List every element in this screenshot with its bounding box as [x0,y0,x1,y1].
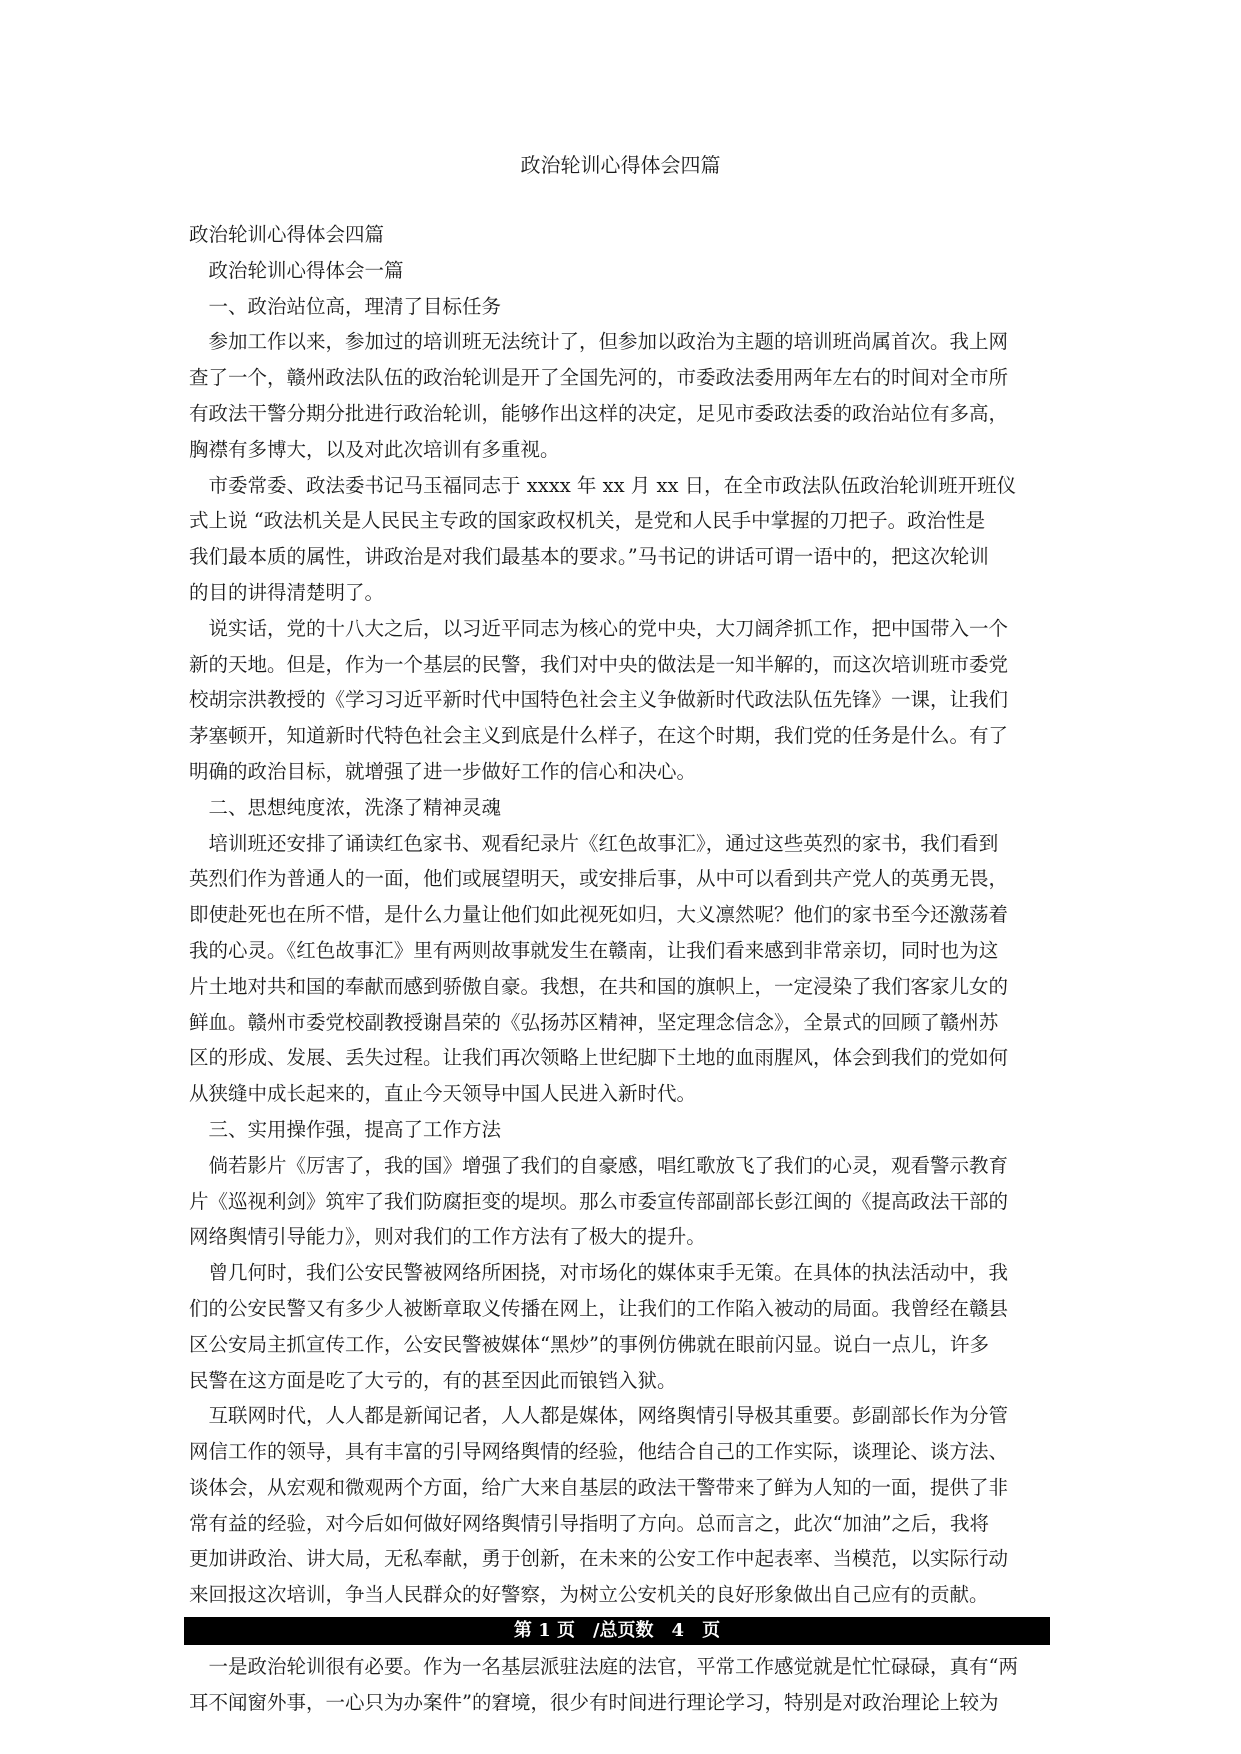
text-line: 说实话，党的十八大之后，以习近平同志为核心的党中央，大刀阔斧抓工作，把中国带入一个 [189,616,1009,640]
text-line: 新的天地。但是，作为一个基层的民警，我们对中央的做法是一知半解的，而这次培训班市委党 [189,652,1009,676]
text-line: 校胡宗洪教授的《学习习近平新时代中国特色社会主义争做新时代政法队伍先锋》一课，让我们 [189,688,1009,712]
text-line: 们的公安民警又有多少人被断章取义传播在网上，让我们的工作陷入被动的局面。我曾经在赣县 [189,1296,1009,1320]
text-line: 二、思想纯度浓，洗涤了精神灵魂 [189,795,502,819]
text-line: 查了一个，赣州政法队伍的政治轮训是开了全国先河的，市委政法委用两年左右的时间对全市所 [189,366,1009,390]
text-line: 片土地对共和国的奉献而感到骄傲自豪。我想，在共和国的旗帜上，一定浸染了我们客家儿女的 [189,974,1009,998]
text-line: 区公安局主抓宣传工作，公安民警被媒体“黑炒”的事例仿佛就在眼前闪显。说白一点儿，许多 [189,1332,989,1356]
text-line: 互联网时代，人人都是新闻记者，人人都是媒体，网络舆情引导极其重要。彭副部长作为分管 [189,1404,1009,1428]
page-footer [184,1617,1050,1645]
text-line: 政治轮训心得体会一篇 [189,258,404,282]
text-line: 政治轮训心得体会四篇 [189,223,385,246]
text-line: 区的形成、发展、丢失过程。让我们再次领略上世纪脚下土地的血雨腥风，体会到我们的党如何 [189,1046,1009,1070]
text-line: 更加讲政治、讲大局，无私奉献，勇于创新，在未来的公安工作中起表率、当模范，以实际行动 [189,1547,1009,1571]
text-line: 我们最本质的属性，讲政治是对我们最基本的要求。”马书记的讲话可谓一语中的，把这次轮训 [189,545,989,569]
page-number-label: 第 1 页 /总页数 4 页 [513,1620,721,1641]
text-line: 三、实用操作强，提高了工作方法 [189,1117,502,1141]
text-line: 片《巡视利剑》筑牢了我们防腐拒变的堤坝。那么市委宣传部副部长彭江闽的《提高政法干部的 [189,1189,1009,1213]
text-line: 培训班还安排了诵读红色家书、观看纪录片《红色故事汇》，通过这些英烈的家书，我们看到 [189,831,999,855]
text-line: 的目的讲得清楚明了。 [189,580,385,604]
text-line: 网信工作的领导，具有丰富的引导网络舆情的经验，他结合自己的工作实际，谈理论、谈方法、 [189,1440,1009,1464]
text-line: 耳不闻窗外事，一心只为办案件”的窘境，很少有时间进行理论学习，特别是对政治理论上较为 [189,1690,999,1714]
text-line: 一是政治轮训很有必要。作为一名基层派驻法庭的法官，平常工作感觉就是忙忙碌碌，真有“两 [189,1654,1018,1678]
text-line: 有政法干警分期分批进行政治轮训，能够作出这样的决定，足见市委政法委的政治站位有多高， [189,401,1009,425]
text-line: 民警在这方面是吃了大亏的，有的甚至因此而锒铛入狱。 [189,1368,677,1392]
text-line: 即使赴死也在所不惜，是什么力量让他们如此视死如归，大义凛然呢？他们的家书至今还激荡着 [189,903,1009,927]
text-line: 式上说 “政法机关是人民民主专政的国家政权机关，是党和人民手中掌握的刀把子。政治性是 [189,509,986,533]
text-line: 茅塞顿开，知道新时代特色社会主义到底是什么样子，在这个时期，我们党的任务是什么。有了 [189,724,1009,748]
document-title: 政治轮训心得体会四篇 [520,153,721,177]
text-line: 来回报这次培训，争当人民群众的好警察，为树立公安机关的良好形象做出自己应有的贡献。 [189,1583,989,1607]
text-line: 市委常委、政法委书记马玉福同志于 xxxx 年 xx 月 xx 日，在全市政法队伍政治轮训班开班仪 [189,473,1017,497]
text-line: 谈体会，从宏观和微观两个方面，给广大来自基层的政法干警带来了鲜为人知的一面，提供了非 [189,1475,1009,1499]
text-line: 倘若影片《厉害了，我的国》增强了我们的自豪感，唱红歌放飞了我们的心灵，观看警示教育 [189,1153,1009,1177]
text-line: 参加工作以来，参加过的培训班无法统计了，但参加以政治为主题的培训班尚属首次。我上网 [189,330,1009,354]
document-body [189,217,1051,1720]
text-line: 从狭缝中成长起来的，直止今天领导中国人民进入新时代。 [189,1082,697,1106]
text-line: 常有益的经验，对今后如何做好网络舆情引导指明了方向。总而言之，此次“加油”之后，我将 [189,1511,989,1535]
text-line: 网络舆情引导能力》，则对我们的工作方法有了极大的提升。 [189,1225,706,1249]
text-line: 鲜血。赣州市委党校副教授谢昌荣的《弘扬苏区精神，坚定理念信念》，全景式的回顾了赣州苏 [189,1010,999,1034]
text-line: 胸襟有多博大，以及对此次培训有多重视。 [189,437,560,461]
text-line: 我的心灵。《红色故事汇》里有两则故事就发生在赣南，让我们看来感到非常亲切，同时也为这 [189,938,999,962]
text-line: 明确的政治目标，就增强了进一步做好工作的信心和决心。 [189,759,697,783]
text-line: 曾几何时，我们公安民警被网络所困挠，对市场化的媒体束手无策。在具体的执法活动中，我 [189,1261,1009,1285]
text-line: 一、政治站位高，理清了目标任务 [189,294,502,318]
text-line: 英烈们作为普通人的一面，他们或展望明天，或安排后事，从中可以看到共产党人的英勇无畏， [189,867,1009,891]
